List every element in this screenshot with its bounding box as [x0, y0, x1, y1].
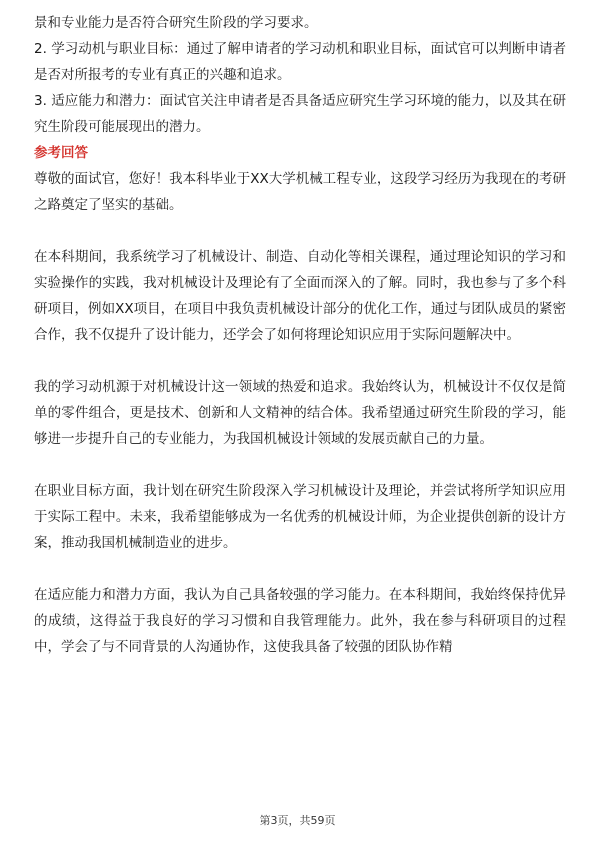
paragraph-spacer [34, 218, 566, 244]
page-number-footer: 第3页，共59页 [259, 814, 336, 827]
answer-paragraph-5: 在适应能力和潜力方面，我认为自己具备较强的学习能力。在本科期间，我始终保持优异的成绩，这得益于我良好的学习习惯和自我管理能力。此外，我在参与科研项目的过程中，学会了与不同背景的人沟通协作，这使我具备了较强的团队协作精 [34, 587, 566, 655]
answer-paragraph-4: 在职业目标方面，我计划在研究生阶段深入学习机械设计及理论，并尝试将所学知识应用于实际工程中。未来，我希望能够成为一名优秀的机械设计师，为企业提供创新的设计方案，推动我国机械制造业的进步。 [34, 483, 566, 551]
page-content [34, 10, 566, 660]
intro-point-3: 3. 适应能力和潜力：面试官关注申请者是否具备适应研究生学习环境的能力，以及其在研究生阶段可能展现出的潜力。 [34, 93, 566, 135]
intro-point-2: 2. 学习动机与职业目标：通过了解申请者的学习动机和职业目标，面试官可以判断申请者是否对所报考的专业有真正的兴趣和追求。 [34, 41, 566, 83]
paragraph-spacer [34, 556, 566, 582]
answer-paragraph-3: 我的学习动机源于对机械设计这一领域的热爱和追求。我始终认为，机械设计不仅仅是简单的零件组合，更是技术、创新和人文精神的结合体。我希望通过研究生阶段的学习，能够进一步提升自己的专业能力，为我国机械设计领域的发展贡献自己的力量。 [34, 379, 566, 447]
paragraph-spacer [34, 348, 566, 374]
paragraph-spacer [34, 452, 566, 478]
answer-paragraph-1: 尊敬的面试官，您好！我本科毕业于XX大学机械工程专业，这段学习经历为我现在的考研之路奠定了坚实的基础。 [34, 171, 566, 213]
answer-paragraph-2: 在本科期间，我系统学习了机械设计、制造、自动化等相关课程，通过理论知识的学习和实验操作的实践，我对机械设计及理论有了全面而深入的了解。同时，我也参与了多个科研项目，例如XX项目，在项目中我负责机械设计部分的优化工作，通过与团队成员的紧密合作，我不仅提升了设计能力，还学会了如何将理论知识应用于实际问题解决中。 [34, 249, 566, 343]
answer-heading: 参考回答 [34, 145, 88, 161]
intro-continuation: 景和专业能力是否符合研究生阶段的学习要求。 [34, 15, 318, 31]
